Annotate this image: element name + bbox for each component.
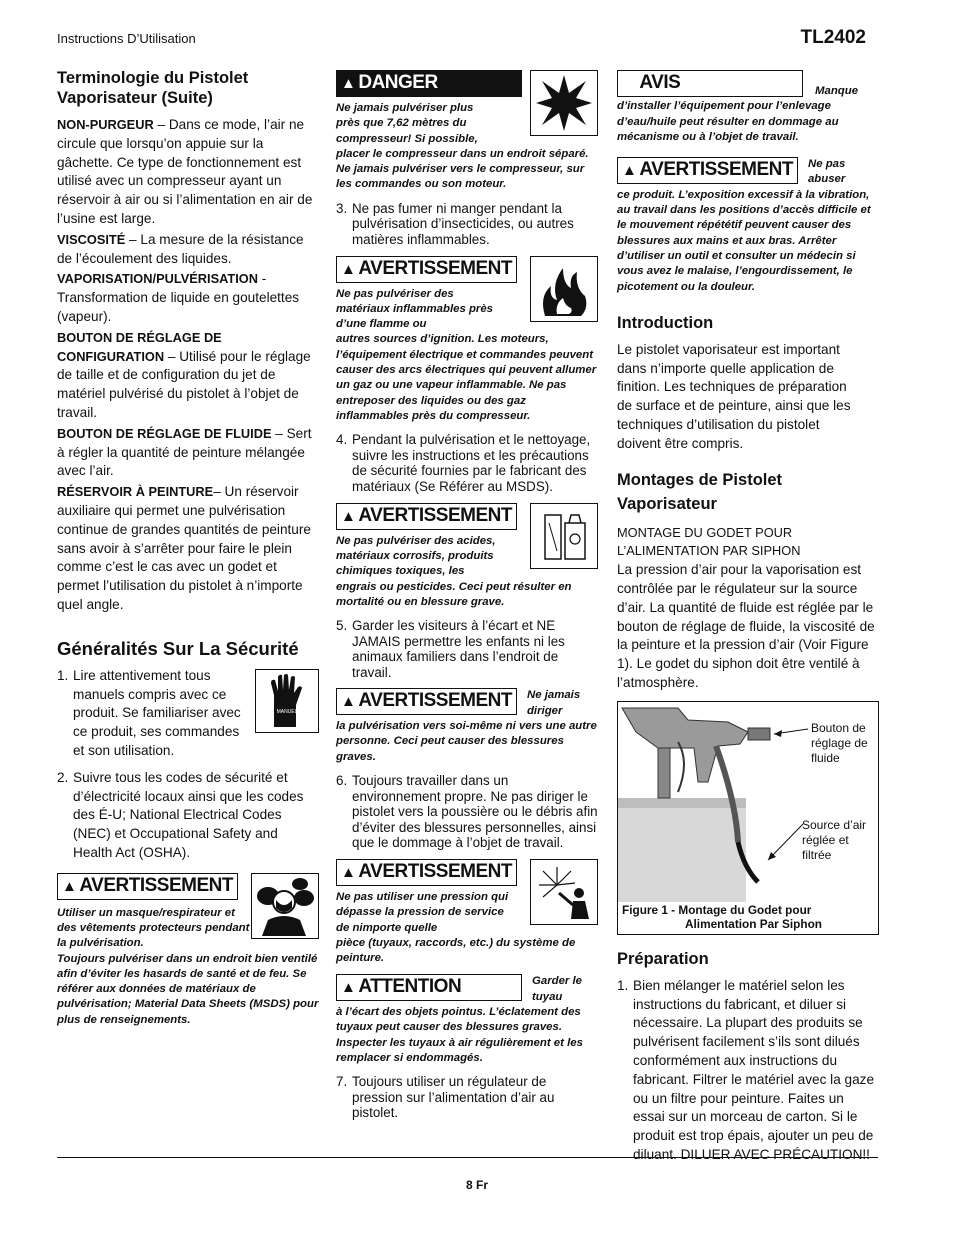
fluid-knob-label: Bouton de réglage de fluide (811, 720, 868, 765)
figure-caption: Figure 1 - Montage du Godet pour Alimentation Par Siphon (622, 902, 822, 931)
terms-list (57, 116, 319, 615)
respirator-icon (251, 873, 319, 939)
list-item-5: 5. Garder les visiteurs à l’écart et NE JAMAIS permettre les enfants ni les animaux familiers dans l’endroit de travail. (336, 618, 565, 680)
avis-badge: AVIS (617, 70, 803, 97)
warning-triangle-icon: ▲ (62, 877, 77, 895)
warning-triangle-icon: ▲ (341, 979, 356, 997)
warning-triangle-icon: ▲ (622, 162, 637, 180)
list-item-3: 3. Ne pas fumer ni manger pendant la pulvérisation d’insecticides, ou autres matières inflammables. (336, 200, 574, 247)
mounting-subheading: MONTAGE DU GODET POUR L’ALIMENTATION PAR SIPHON (617, 524, 801, 559)
term-entry: VAPORISATION/PULVÉRISATION - Transformation de liquide en goutelettes (vapeur). (57, 271, 300, 324)
warning-pressure: ▲ AVERTISSEMENT Ne pas utiliser une pression qui dépasse la pression de service de nimporte quelle pièce (tuyaux, raccords, etc.) du système de peinture. (336, 859, 598, 966)
header-title: Instructions D’Utilisation (57, 31, 196, 46)
warning-triangle-icon: ▲ (341, 507, 356, 525)
terminology-heading: Terminologie du Pistolet Vaporisateur (Suite) (57, 69, 249, 107)
warning-chemicals: ▲ AVERTISSEMENT Ne pas pulvériser des acides, matériaux corrosifs, produits chimiques toxiques, les engrais ou pesticides. Ceci peut résulter en mortalité ou en blessure grave. (336, 503, 598, 610)
list-item-7: 7. Toujours utiliser un régulateur de pression sur l’alimentation d’air au pistolet. (336, 1074, 555, 1121)
figure-1 (617, 701, 879, 935)
warning-badge: ▲ AVERTISSEMENT (336, 859, 517, 886)
warning-triangle-icon: ▲ (341, 863, 356, 881)
warning-badge: ▲ AVERTISSEMENT (336, 688, 517, 715)
list-item-4: 4. Pendant la pulvérisation et le nettoyage, suivre les instructions et les précautions de sécurité fournies par le fabricant des matériaux (Se Référer au MSDS). (336, 432, 591, 495)
warning-triangle-icon: ▲ (341, 75, 356, 92)
model-number: TL2402 (800, 27, 866, 48)
warning-triangle-icon: ▲ (341, 260, 356, 278)
page-number: 8 Fr (465, 1178, 488, 1192)
attention-hose: ▲ ATTENTION Garder le tuyau à l’écart des objets pointus. L’éclatement des tuyaux peut causer des blessures graves. Inspecter les tuyaux à air régulièrement et les remplacer si endommagés. (336, 975, 583, 1064)
column-1 (57, 68, 319, 1036)
intro-heading: Introduction (617, 313, 714, 332)
avis-notice: AVIS Manque d’installer l’équipement pour l’enlevage d’eau/huile peut résulter en dommage au mécanisme ou à l’objet de travail. (617, 72, 859, 143)
warning-triangle-icon: ▲ (341, 693, 356, 711)
column-3 (617, 68, 879, 1173)
list-item-6: 6. Toujours travailler dans un environnement propre. Ne pas diriger le pistolet vers la poussière ou le débris afin d’éviter des blessures personnelles, ainsi que le dommage à l’objet de travail. (336, 772, 598, 851)
warning-direction: ▲ AVERTISSEMENT Ne jamais diriger la pulvérisation vers soi-même ni vers une autre personne. Ceci peut causer des blessures graves. (336, 689, 597, 763)
warning-vibration: ▲ AVERTISSEMENT Ne pas abuser ce produit. L’exposition excessif à la vibration, au travail dans les positions d’accès difficile et le mouvement répététif peuvent causer des blessures aux mains et aux bras. Arrêter d’utiliser un outil et consulter un médecin si vous avez le malaise, l’engourdissement, le picotement ou la douleur. (617, 158, 871, 293)
danger-badge: ▲ DANGER (336, 70, 522, 97)
burst-hose-icon (530, 859, 598, 925)
term-entry: VISCOSITÉ – La mesure de la résistance de l’écoulement des liquides. (57, 231, 304, 266)
warning-badge: ▲ AVERTISSEMENT (336, 256, 517, 283)
preparation-heading: Préparation (617, 949, 709, 968)
term-entry: BOUTON DE RÉGLAGE DE FLUIDE – Sert à régler la quantité de peinture mélangée avec l’air. (57, 425, 312, 479)
warning-respirator: ▲ AVERTISSEMENT Utiliser un masque/respirateur et des vêtements protecteurs pendant la pulvérisation. Toujours pulvériser dans un endroit bien ventilé afin d’éviter les hasards de santé et de feu. Se référer aux données de matériaux de pulvérisation; Material Data Sheets (MSDS) pour plus de renseignements. (57, 874, 319, 1026)
footer-rule (57, 1157, 878, 1158)
term-entry: RÉSERVOIR À PEINTURE– Un réservoir auxiliaire qui permet une pulvérisation continue de grandes quantités de peinture sans avoir à s’arrêter pour faire le plein comme c’est le cas avec un godet et permet l’utilisation du pistolet à n’importe quel angle. (57, 484, 311, 612)
mounting-heading: Montages de Pistolet Vaporisateur (617, 470, 783, 513)
mounting-text: La pression d’air pour la vaporisation est contrôlée par le régulateur sur la source d’air. La quantité de fluide est réglée par le bouton de réglage de fluide, la viscosité de la peinture et la pression d’air (Voir Figure 1). Le godet du siphon doit être ventilé à l’atmosphère. (617, 562, 875, 691)
warning-badge: ▲ AVERTISSEMENT (336, 503, 517, 530)
warning-badge: ▲ AVERTISSEMENT (57, 873, 238, 900)
warning-badge: ▲ AVERTISSEMENT (617, 157, 798, 184)
safety-item-2: 2. Suivre tous les codes de sécurité et d’électricité locaux ainsi que les codes des É-U; National Electrical Codes (NEC) et Occupational Safety and Health Act (OSHA). (57, 769, 304, 860)
intro-text: Le pistolet vaporisateur est important dans n’importe quelle application de finition. Les techniques de préparation de surface et de peinture, ainsi que les techniques d’utilisation du pistolet doivent être compris. (617, 341, 851, 451)
item-text: Lire attentivement tous manuels compris avec ce produit. Se familiariser avec ce produit, ses commandes et son utilisation. (73, 667, 241, 758)
safety-item-1: MANUEL 1. Lire attentivement tous manuels compris avec ce produit. Se familiariser avec ce produit, ses commandes et son utilisation. (57, 667, 319, 761)
fire-icon (530, 256, 598, 322)
column-2 (336, 68, 598, 1127)
term-entry: BOUTON DE RÉGLAGE DE CONFIGURATION – Utilisé pour le réglage de taille et de configuration du jet de matériel pulvérisé du pistolet à l’objet de travail. (57, 329, 311, 420)
svg-text:MANUEL: MANUEL (276, 708, 298, 715)
chemical-container-icon (530, 503, 598, 569)
term-entry: NON-PURGEUR – Dans ce mode, l’air ne circule que lorsqu’on appuie sur la gâchette. Ce type de fonctionnement est utilisé avec un compresseur ayant un réservoir à air ou si l’alimentation en air de l’usine est large. (57, 117, 313, 226)
air-source-label: Source d’air réglée et filtrée (802, 817, 867, 862)
warning-flammable: ▲ AVERTISSEMENT Ne pas pulvériser des matériaux inflammables près d’une flamme ou autres sources d’ignition. Les moteurs, l’équipement électrique et commandes peuvent causer des arcs électriques qui peuvent allumer un gaz ou une vapeur inflammable. Ne pas entreposer des liquides ou des gaz inflammables près du compresseur. (336, 257, 597, 422)
manual-glove-icon (255, 669, 319, 733)
safety-heading: Généralités Sur La Sécurité (57, 637, 299, 659)
attention-badge: ▲ ATTENTION (336, 974, 522, 1001)
preparation-item-1: 1. Bien mélanger le matériel selon les instructions du fabricant, et diluer si nécessaire. La plupart des produits se pulvérisent facilement s’ils sont dilués conformément aux instructions du fabricant. Filtrer le matériel avec la gaze ou un filtre pour peinture. Faites un essai sur un morceau de carton. Si le produit est trop épais, ajouter un peu de diluant. DILUER AVEC PRÉCAUTION!! (617, 977, 875, 1162)
explosion-icon (530, 70, 598, 136)
danger-box: ▲ DANGER Ne jamais pulvériser plus près que 7,62 mètres du compresseur! Si possible, placer le compresseur dans un endroit séparé. Ne jamais pulvériser vers le compresseur, sur les commandes ou son moteur. (336, 70, 598, 193)
